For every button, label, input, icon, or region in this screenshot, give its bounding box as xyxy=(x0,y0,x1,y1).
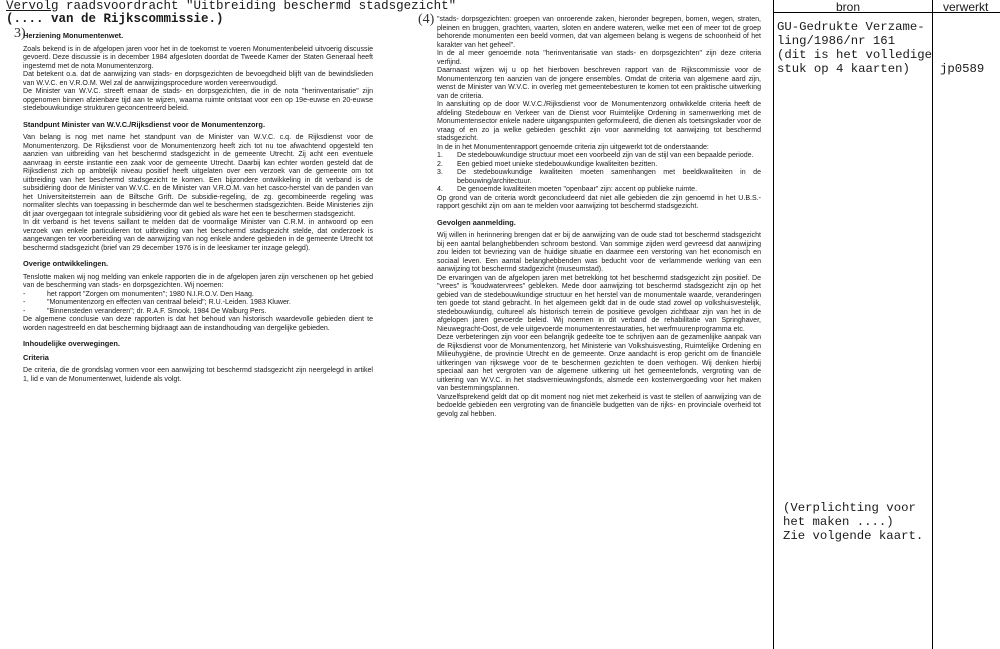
processed-code: jp0589 xyxy=(940,62,985,76)
list-item-text: "Binnensteden veranderen"; dr. R.A.F. Smook. 1984 De Walburg Pers. xyxy=(47,307,267,315)
heading-herziening: Herziening Monumentenwet. xyxy=(23,31,124,40)
heading-criteria: Criteria xyxy=(23,352,49,362)
paragraph: De Minister van W.V.C. streeft ernaar de stads- en dorpsgezichten, die in de nota "herinventarisatie" zijn opgenomen binnen afzienbare tijd aan te wijzen, waarna ruimte ontstaat voor een op 19e-euwse en 20-euwse stedebouwkundige strukturen geconcentreerd beleid. xyxy=(23,88,373,112)
criteria-text: Een gebied moet unieke stedebouwkundige kwaliteiten bezitten. xyxy=(457,160,658,168)
criteria-number: 1. xyxy=(437,152,443,159)
paragraph: In aansluiting op de door W.V.C./Rijksdienst voor de Monumentenzorg ontwikkelde criteria heeft de afdeling Stedebouw en Verkeer van de Dienst voor Ruimtelijke Ordening in samenwerking met de Monumentensector enkele nadere uitgangspunten geformuleerd, die dienen als toetsingskader voor de vraag of en zo ja welke gebieden geschikt zijn voor aanmelding tot aanwijzing tot beschermd stadsgezicht. xyxy=(437,101,761,142)
paragraph: Wij willen in herinnering brengen dat er bij de aanwijzing van de oude stad tot beschermd stadsgezicht bij een aantal belanghebbenden schroom bestond. Van sommige zijden werd gevreesd dat aanwijzing zou leiden tot bevriezing van de huidige situatie en daarmee een verstoring van het economisch en sociaal leven. Een aantal belanghebbenden was beducht voor de verlammende werking van een aanwijzing tot beschermd stadgezicht (museumstad). xyxy=(437,232,761,273)
paragraph: Vanzelfsprekend geldt dat op dit moment nog niet met zekerheid is vast te stellen of aanwijzing van de bedoelde gebieden een vergroting van de financiële budgetten van de rijks- en provinciale overheid tot gevolg zal hebben. xyxy=(437,393,761,418)
bullet-mark: - xyxy=(23,299,26,306)
criteria-item xyxy=(437,152,761,161)
panel-column-divider xyxy=(932,0,933,649)
list-item xyxy=(23,308,373,317)
list-item-text: "Monumentenzorg en effecten van centraal beleid"; R.U.-Leiden. 1983 Kluwer. xyxy=(47,299,291,306)
paragraph: Daarnaast wijzen wij u op het hierboven beschreven rapport van de Rijkscommissie voor de Monumentenzorg ten aanzien van de jongere ensembles. Omdat de criteria van algemene aard zijn, wenst de Minister van W.V.C. in overleg met gemeentebesturen te komen tot een praktische uitwerking van de criteria. xyxy=(437,67,761,100)
paragraph: Zoals bekend is in de afgelopen jaren voor het in de toekomst te voeren Monumentenbeleid uitvoerig discussie gevoerd. Deze discussie is in december 1984 afgesloten doordat de Tweede Kamer der Staten Generaal heeft ingestemd met de nota Monumentenzorg. xyxy=(23,45,373,70)
paragraph: In de al meer genoemde nota "herinventarisatie van stads- en dorpsgezichten" zijn deze criteria verfijnd. xyxy=(437,50,761,66)
paragraph: Dat betekent o.a. dat de aanwijzing van stads- en dorpsgezichten de bevoegdheid blijft van de bewindslieden van W.V.C. en V.R.O.M. Wel zal de aanwijzingsprocedure worden vereenvoudigd. xyxy=(23,71,373,87)
page-mark-left: 3) xyxy=(14,26,26,41)
criteria-number: 2. xyxy=(437,160,443,168)
criteria-list xyxy=(437,152,761,195)
criteria-item xyxy=(437,169,761,186)
heading-gevolgen: Gevolgen aanmelding. xyxy=(437,217,516,227)
criteria-number: 4. xyxy=(437,186,443,193)
paragraph: Tenslotte maken wij nog melding van enkele rapporten die in de afgelopen jaren zijn verschenen op het gebied van de bescherming van stads- en dorpsgezichten. Wij noemen: xyxy=(23,273,373,289)
criteria-text: De stedebouwkundige structuur moet een voorbeeld zijn van de stijl van een bepaalde periode. xyxy=(457,152,754,159)
right-text-column xyxy=(437,16,761,419)
bullet-mark: - xyxy=(23,307,26,315)
criteria-text: De genoemde kwaliteiten moeten "openbaar" zijn: accent op publieke ruimte. xyxy=(457,186,698,193)
heading-standpunt: Standpunt Minister van W.V.C./Rijksdienst voor de Monumentenzorg. xyxy=(23,119,265,129)
title-rest: raadsvoordracht "Uitbreiding beschermd stadsgezicht" xyxy=(58,0,457,13)
list-item-text: het rapport "Zorgen om monumenten"; 1980 N.I.R.O.V. Den Haag. xyxy=(47,290,254,298)
criteria-text: De stedebouwkundige kwaliteiten moeten samenhangen met beeldkwaliteiten in de bebouwing/architectuur. xyxy=(457,169,761,185)
header-bron: bron xyxy=(836,0,861,14)
header-verwerkt: verwerkt xyxy=(943,0,989,14)
panel-border-left xyxy=(773,0,774,649)
paragraph: In dit verband is het tevens saillant te melden dat de voormalige Minister van C.R.M. in antwoord op een verzoek van enkele particulieren tot uitbreiding van het beschermd stadsgezicht stelde, dat onderzoek is aangevangen ter voorbereiding van de aanwijzing van nog enkele andere gebieden in de gemeente Utrecht tot beschermd stadsgezicht (brief van 29 december 1976 is in de leeskamer ter inzage gelegd). xyxy=(23,219,373,252)
criteria-item xyxy=(437,161,761,170)
archive-index-panel xyxy=(773,0,1000,649)
paragraph: De algemene conclusie van deze rapporten is dat het behoud van historisch waardevolle gebieden dient te worden nagestreefd en dat bescherming bijdraagt aan de instandhouding van dergelijke gebieden. xyxy=(23,316,373,332)
report-list xyxy=(23,291,373,317)
paragraph: "stads- dorpsgezichten: groepen van onroerende zaken, hieronder begrepen, bomen, wegen, straten, pleinen en bruggen, grachten, vaarten, sloten en andere wateren, welke met een of meer tot de groep behorende monumenten een beeld vormen, dat van algemeen belang is wegens de schoonheid of het karakter van het geheel". xyxy=(437,16,761,49)
list-item xyxy=(23,299,373,308)
paragraph: De ervaringen van de afgelopen jaren met betrekking tot het beschermd stadsgezicht zijn positief. De "vrees" is "koudwatervrees" gebleken. Mede door aanwijzing tot beschermd stadsgezicht zijn op het gebied van de stedebouwkundige structuur en het herstel van de monumentale waarde, veranderingen ten goede tot stand gebracht. In het algemeen geldt dat in de oude stad zowel op volkshuisvestelijk, stedebouwkundig, cultureel als historisch terrein de positieve gevolgen zichtbaar zijn van het in de afgelopen jaren gevoerde beleid. Wij noemen in dit verband de rehabilitatie van Springhaver, Nieuwegracht-Oost, de vele uitgevoerde monumentenrestauraties, het werfmuurenprogramma etc. xyxy=(437,274,761,333)
page-mark-right: (4) xyxy=(418,12,435,27)
document-subtitle: (.... van de Rijkscommissie.) xyxy=(6,12,224,26)
bullet-mark: - xyxy=(23,290,26,298)
list-item xyxy=(23,291,373,300)
paragraph: Van belang is nog met name het standpunt van de Minister van W.V.C. c.q. de Rijksdienst voor de Monumentenzorg. De Rijksdienst voor de Monumentenzorg heeft zich tot nu toe afwachtend opgesteld ten aanzien van uitbreiding van het beschermd stadsgezicht in de gemeente Utrecht. Zij acht een eventuele aanvraag in eerste instantie een zaak voor de gemeente Utrecht. Daarbij kan echter worden gesteld dat de Rijksdienst zich op ambtelijk niveau positief heeft uitgelaten over een verzoek van de gemeente om tot uitbreiding van het beschermd stadsgezicht te komen. Een bijzondere ontwikkeling in dit verband is de subsidiëring door de Minister van W.V.C. en de Minister van V.R.O.M. van het casco-herstel van de panden van het Universiteitsterrein aan de Biltsche Grift. De subsidie-regeling, de zg. gecombineerde regeling was normaliter slechts van toepassing in beschermde dan wel te beschermen stadsgezichten. Beide Ministeries zijn dit jaar overgegaan tot integrale subsidiëring voor dit gebied als ware het een te beschermen stadsgezicht. xyxy=(23,134,373,218)
paragraph: Deze verbeteringen zijn voor een belangrijk gedeelte toe te schrijven aan de gezamenlijke aanpak van de Rijksdienst voor de Monumentenzorg, het Ministerie van Volkshuisvesting, Ruimtelijke Ordening en Milieuhygiëne, de provincie Utrecht en de gemeente. Onze aandacht is erop gericht om de financiële uitkeringen van rijkswege voor de te beschermen gezichten te doen verhogen. Wij denken hierbij speciaal aan het vergroten van de algemene uitkering uit het gemeentefonds, vergroting van de uitkering van W.V.C. in het stadsvernieuwingsfonds, alsmede een kostenvergoeding voor het maken van bestemmingsplannen. xyxy=(437,334,761,392)
paragraph: De criteria, die de grondslag vormen voor een aanwijzing tot beschermd stadsgezicht zijn neergelegd in artikel 1, lid e van de Monumentenwet, luidende als volgt. xyxy=(23,367,373,383)
left-text-column xyxy=(23,32,373,384)
paragraph: In de in het Monumentenrapport genoemde criteria zijn uitgewerkt tot de onderstaande: xyxy=(437,143,709,151)
paragraph: Op grond van de criteria wordt geconcludeerd dat niet alle gebieden die zijn genoemd in het U.B.S.-rapport geschikt zijn om aan te melden voor aanwijzing tot beschermd stadsgezicht. xyxy=(437,194,761,210)
heading-overige: Overige ontwikkelingen. xyxy=(23,259,109,268)
source-reference: GU-Gedrukte Verzame- ling/1986/nr 161 (dit is het volledige stuk op 4 kaarten) xyxy=(777,20,932,76)
heading-inhoudelijke: Inhoudelijke overwegingen. xyxy=(23,339,120,348)
criteria-number: 3. xyxy=(437,169,443,176)
criteria-item xyxy=(437,186,761,195)
continuation-note: (Verplichting voor het maken ....) Zie volgende kaart. xyxy=(783,501,924,543)
title-underlined-word: Vervolg xyxy=(6,0,59,13)
